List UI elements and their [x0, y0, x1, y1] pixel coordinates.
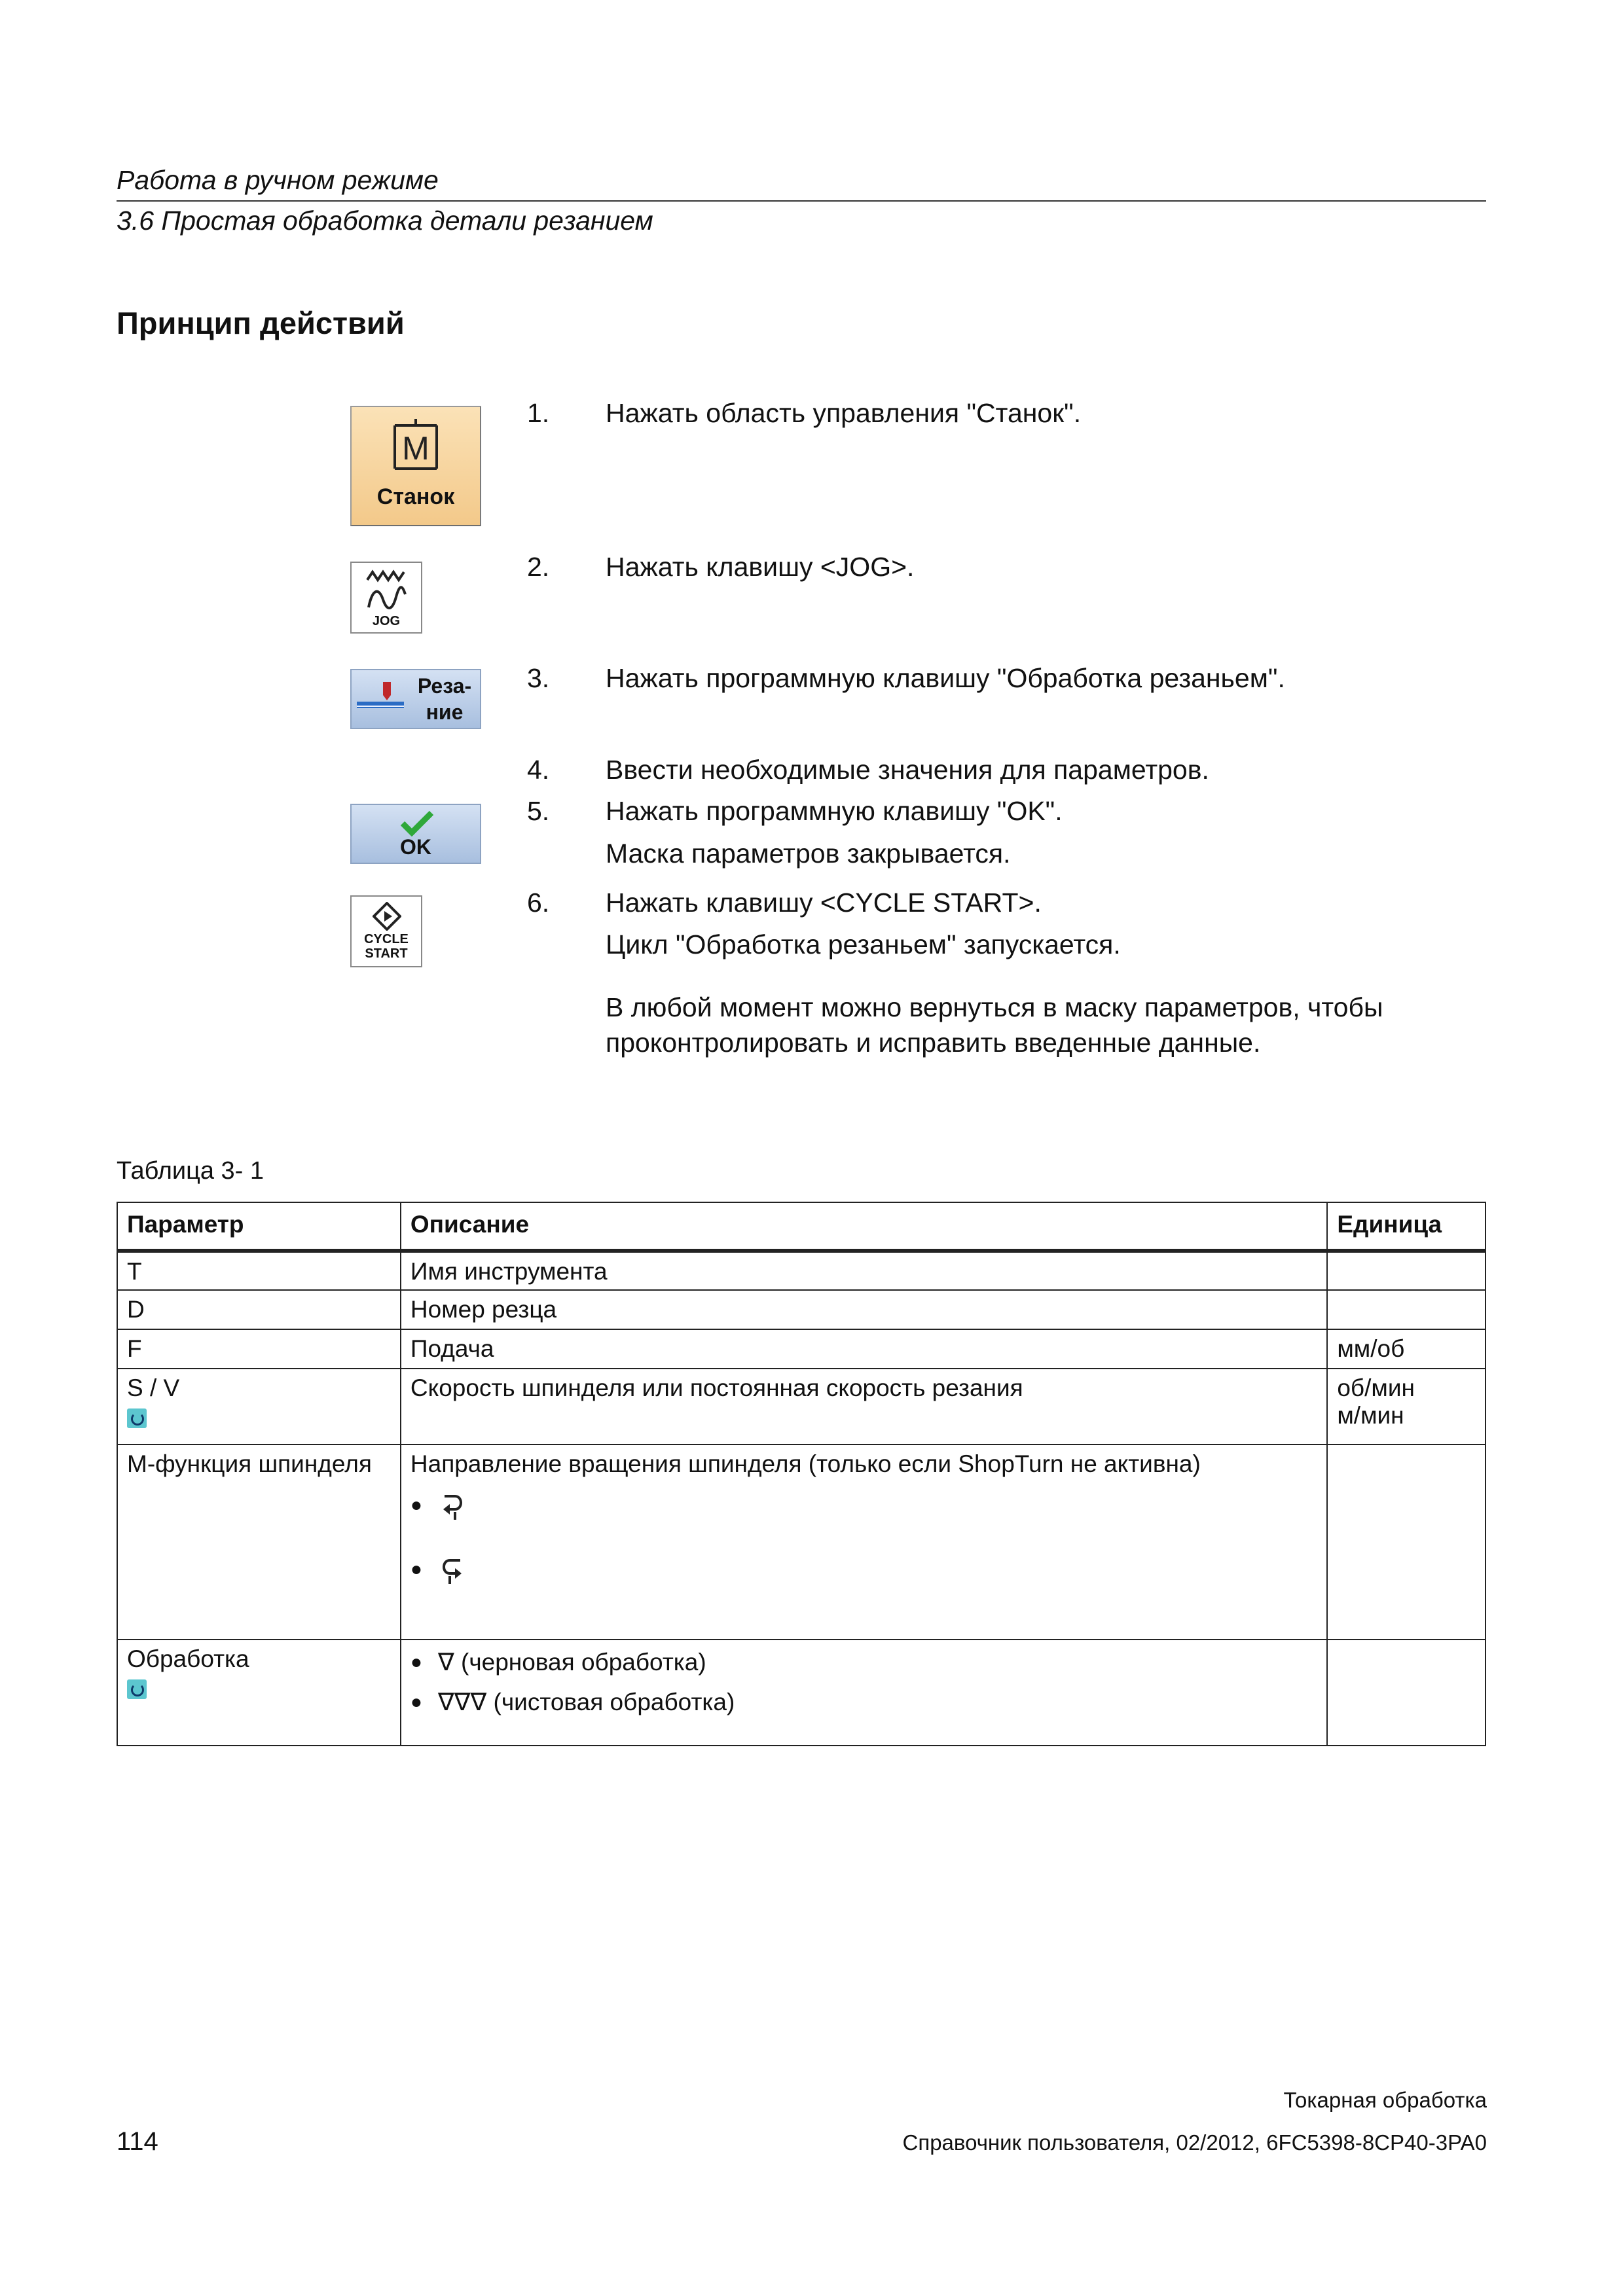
cell-unit — [1327, 1444, 1486, 1640]
machine-area-key — [350, 406, 481, 526]
cutting-key-label-line2: ние — [426, 700, 464, 724]
bullet-text: ∇ (черновая обработка) — [438, 1649, 706, 1676]
checkmark-icon — [399, 809, 435, 836]
note-line-2: проконтролировать и исправить введенные данные. — [606, 1028, 1261, 1058]
table-row — [117, 1444, 1486, 1640]
spindle-cw-icon — [438, 1490, 467, 1521]
cell-unit — [1327, 1251, 1486, 1290]
ok-softkey — [350, 804, 481, 864]
cell-unit: м/мин — [1337, 1402, 1404, 1429]
cell-param: S / V — [127, 1374, 180, 1401]
cell-param: D — [117, 1290, 401, 1329]
step-number: 2. — [527, 552, 550, 582]
cycle-start-icon — [373, 902, 401, 931]
jog-key-label: JOG — [372, 614, 401, 628]
note-line-1: В любой момент можно вернуться в маску параметров, чтобы — [606, 992, 1383, 1022]
running-header-section: 3.6 Простая обработка детали резанием — [117, 206, 653, 236]
parameter-table — [117, 1202, 1486, 1746]
footer-title: Токарная обработка — [1283, 2088, 1487, 2112]
ok-key-label: OK — [400, 835, 431, 859]
spindle-ccw-icon — [438, 1554, 467, 1585]
cutting-icon — [357, 679, 407, 720]
header-param: Параметр — [117, 1202, 401, 1251]
cycle-toggle-icon — [127, 1679, 147, 1699]
header-unit: Единица — [1327, 1202, 1486, 1251]
list-item: ● ∇ (черновая обработка) — [410, 1649, 706, 1676]
cell-unit — [1327, 1640, 1486, 1746]
cell-description: Направление вращения шпинделя (только если ShopTurn не активна) — [410, 1450, 1201, 1477]
table-row — [117, 1251, 1486, 1290]
table-row — [117, 1329, 1486, 1369]
cycle-start-key — [350, 895, 422, 967]
step-number: 1. — [527, 398, 550, 428]
cycle-toggle-icon — [127, 1408, 147, 1428]
step-text: Маска параметров закрывается. — [606, 838, 1011, 869]
step-text: Нажать область управления "Станок". — [606, 398, 1082, 428]
step-text: Цикл "Обработка резаньем" запускается. — [606, 929, 1121, 960]
list-item: ● — [410, 1554, 1317, 1585]
cell-unit: мм/об — [1327, 1329, 1486, 1369]
table-header-row — [117, 1202, 1486, 1251]
page-number: 114 — [117, 2127, 158, 2156]
step-number: 4. — [527, 755, 550, 785]
jog-key — [350, 562, 422, 634]
cell-param: T — [117, 1251, 401, 1290]
page-heading: Принцип действий — [117, 306, 405, 340]
table-caption: Таблица 3- 1 — [117, 1157, 264, 1185]
step-number: 6. — [527, 888, 550, 918]
cutting-softkey — [350, 669, 481, 729]
table-row — [117, 1369, 1486, 1444]
step-text: Нажать клавишу <CYCLE START>. — [606, 888, 1042, 918]
cycle-key-label-line1: CYCLE — [364, 932, 409, 946]
cell-param: Обработка — [127, 1645, 249, 1672]
footer-reference: Справочник пользователя, 02/2012, 6FC5398-8CP40-3PA0 — [902, 2130, 1487, 2155]
machine-key-label: Станок — [376, 484, 455, 509]
table-row — [117, 1640, 1486, 1746]
running-header-chapter: Работа в ручном режиме — [117, 165, 439, 195]
bullet-text: ∇∇∇ (чистовая обработка) — [438, 1689, 735, 1715]
header-rule — [117, 200, 1486, 202]
step-text: Нажать клавишу <JOG>. — [606, 552, 915, 582]
header-description: Описание — [401, 1202, 1327, 1251]
step-text: Нажать программную клавишу "OK". — [606, 796, 1063, 826]
machine-icon — [391, 419, 441, 475]
step-text: Нажать программную клавишу "Обработка резаньем". — [606, 663, 1285, 693]
cutting-key-label-line1: Реза- — [417, 674, 472, 698]
cell-unit — [1327, 1290, 1486, 1329]
cycle-key-label-line2: START — [365, 946, 408, 961]
cell-param: F — [117, 1329, 401, 1369]
step-number: 3. — [527, 663, 550, 693]
table-row — [117, 1290, 1486, 1329]
svg-text:M: M — [402, 430, 429, 467]
cell-unit: об/мин — [1337, 1374, 1415, 1401]
step-text: Ввести необходимые значения для параметров. — [606, 755, 1209, 785]
step-number: 5. — [527, 796, 550, 826]
list-item: ● — [410, 1490, 1317, 1521]
cell-description: Скорость шпинделя или постоянная скорость резания — [401, 1369, 1327, 1444]
cell-description: Имя инструмента — [401, 1251, 1327, 1290]
jog-icon — [363, 568, 410, 614]
cell-description: Номер резца — [401, 1290, 1327, 1329]
cell-param: M-функция шпинделя — [117, 1444, 401, 1640]
list-item: ● ∇∇∇ (чистовая обработка) — [410, 1689, 735, 1715]
cell-description: Подача — [401, 1329, 1327, 1369]
